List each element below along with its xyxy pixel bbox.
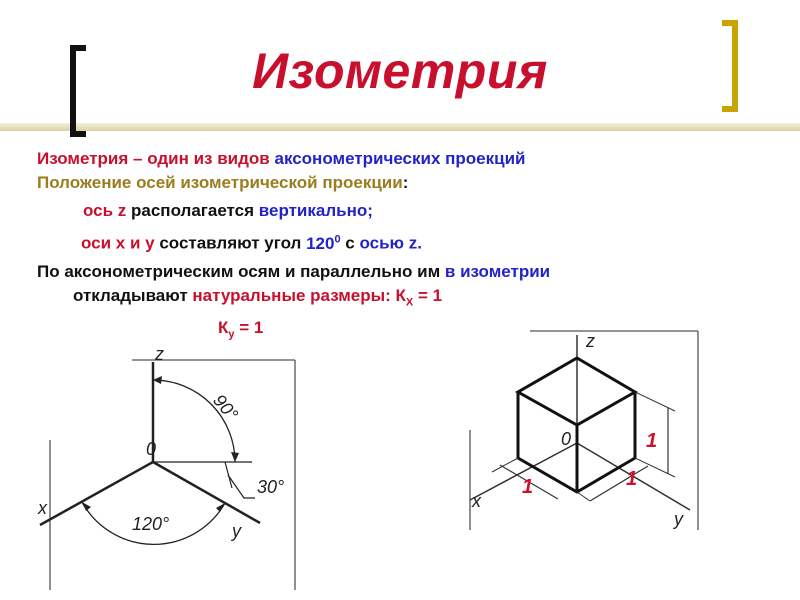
- slide-body: [37, 147, 777, 346]
- isometric-axes-diagram: [20, 340, 340, 600]
- measurement-line: [37, 260, 777, 284]
- kx-sub: Х: [405, 296, 414, 309]
- cube-dim-y-label: 1: [626, 468, 638, 490]
- z-axis-term: ось z: [83, 201, 132, 220]
- definition-line: [37, 147, 777, 171]
- angle-value: [306, 234, 341, 253]
- measurement-highlight: в изометрии: [444, 261, 551, 281]
- arc-arrow-120-left: [82, 502, 91, 511]
- cube-origin-label: 0: [561, 429, 572, 449]
- z-axis-highlight: вертикально;: [258, 201, 373, 220]
- cube-x-label: x: [472, 491, 481, 511]
- dim-ext-z-top: [635, 392, 675, 411]
- angle-90-label: 90°: [209, 390, 243, 425]
- kx-label: натуральные размеры: К: [192, 285, 406, 305]
- origin-label: 0: [146, 439, 157, 459]
- measurement-text: По аксонометрическим осям и параллельно им: [37, 261, 445, 281]
- angle-number: 120: [306, 233, 335, 253]
- cube-dim-z-label: 1: [646, 430, 658, 452]
- arc-arrow-90-bottom: [231, 452, 239, 462]
- angle-120-label: 120°: [132, 514, 170, 534]
- isometric-cube-diagram: [430, 325, 710, 535]
- colon: :: [402, 173, 409, 192]
- xy-axes-term: оси х и у: [81, 233, 160, 253]
- dim-line-y: [590, 466, 648, 501]
- y-axis-label: y: [232, 521, 241, 541]
- angle-degree: 0: [334, 233, 341, 245]
- ky-value: = 1: [234, 318, 264, 338]
- xy-axes-line: [37, 227, 777, 256]
- axes-position-text: Положение осей изометрической проекции: [37, 173, 403, 192]
- cube-z-label: z: [586, 331, 595, 351]
- arc-arrow-120-right: [216, 503, 225, 512]
- z-axis-text: располагается: [131, 201, 259, 220]
- definition-text: один из видов: [147, 149, 275, 168]
- slide-title: Изометрия: [252, 43, 548, 99]
- title-underline-bar: [0, 123, 800, 131]
- cube-y-label: y: [674, 509, 683, 529]
- xy-axes-text: составляют угол: [159, 233, 307, 253]
- ky-label: К: [218, 318, 229, 338]
- dim-ext-z-bottom: [635, 458, 675, 477]
- kx-value: = 1: [413, 285, 443, 305]
- term-isometry: Изометрия –: [37, 149, 148, 168]
- cube-dim-x-label: 1: [522, 476, 534, 498]
- axes-position-line: [37, 171, 777, 195]
- natural-size-line: [37, 284, 777, 314]
- dim-ext-x: [492, 458, 518, 472]
- angle-30-label: 30°: [257, 477, 285, 497]
- z-axis-line: [37, 199, 777, 223]
- kx-coefficient: [192, 285, 443, 309]
- ky-coefficient: [218, 318, 264, 341]
- ky-sub: у: [228, 328, 235, 341]
- definition-highlight: аксонометрических проекций: [274, 149, 526, 168]
- arc-arrow-90-top: [153, 376, 162, 384]
- z-axis-label: z: [155, 344, 164, 364]
- dim-ext-y: [577, 492, 590, 501]
- xy-axes-with: с: [340, 233, 360, 253]
- xy-axes-z: осью z.: [359, 233, 422, 253]
- natural-size-text: откладывают: [73, 285, 193, 305]
- x-axis-label: x: [38, 498, 47, 518]
